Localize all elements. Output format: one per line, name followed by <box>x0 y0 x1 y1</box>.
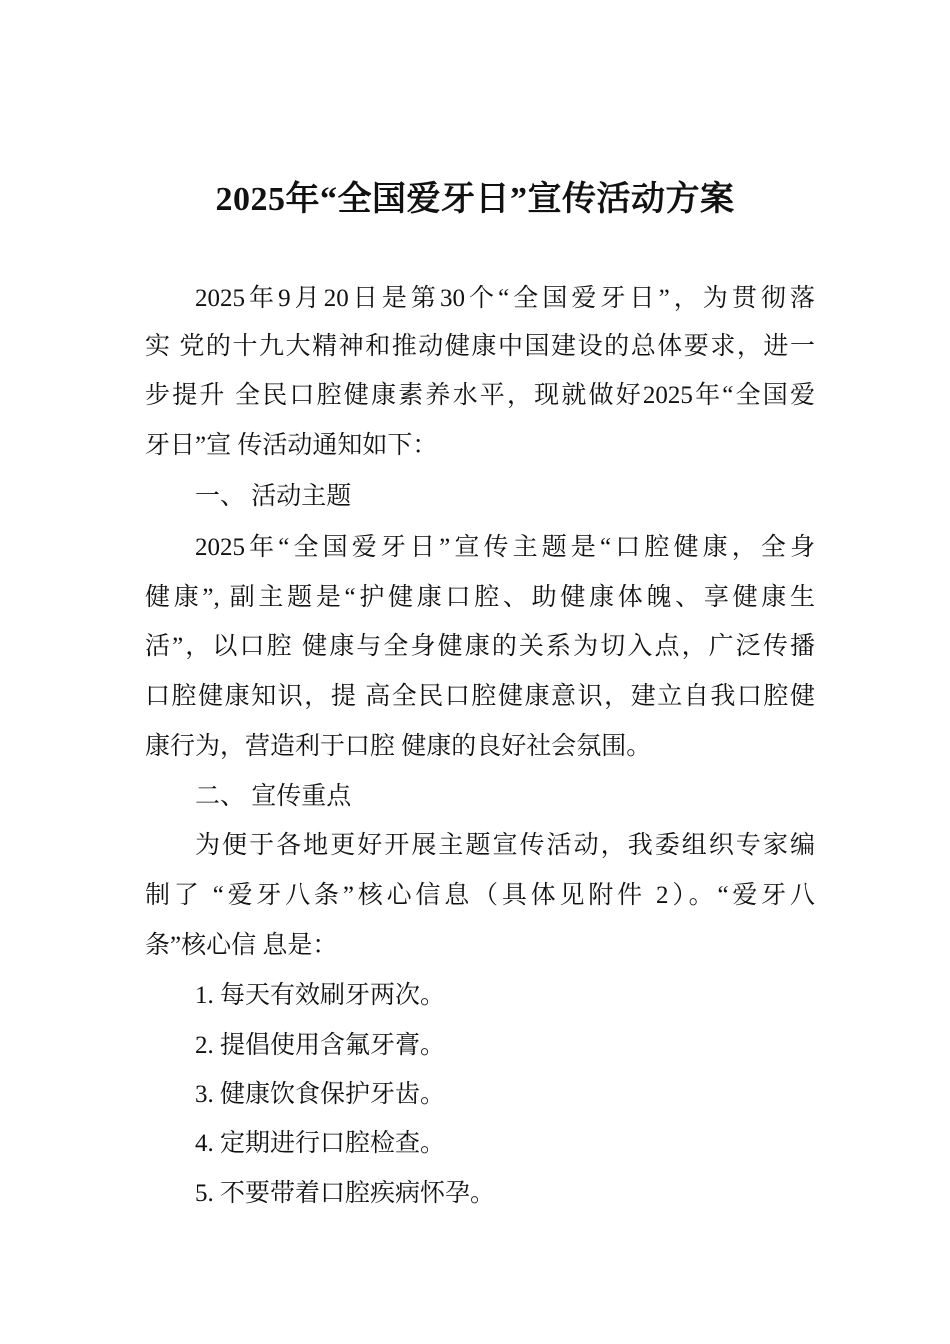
theme-line-4: 口腔健康知识，提 高全民口腔健康意识，建立自我口腔健 <box>145 683 815 710</box>
list-item: 4. 定期进行口腔检查。 <box>195 1130 446 1157</box>
list-item: 1. 每天有效刷牙两次。 <box>195 982 446 1009</box>
intro-line-3: 步提升 全民口腔健康素养水平，现就做好2025年“全国爱 <box>145 382 815 409</box>
list-item: 3. 健康饮食保护牙齿。 <box>195 1081 446 1108</box>
focus-line-3: 条”核心信 息是： <box>145 932 338 959</box>
intro-line-1: 2025年9月20日是第30个“全国爱牙日”，为贯彻落 <box>195 285 815 312</box>
theme-line-1: 2025年“全国爱牙日”宣传主题是“口腔健康，全身 <box>195 534 815 561</box>
intro-line-4: 牙日”宣 传活动通知如下： <box>145 432 438 459</box>
focus-line-1: 为便于各地更好开展主题宣传活动，我委组织专家编 <box>195 832 815 859</box>
focus-line-2: 制了 “爱牙八条”核心信息（具体见附件 2）。“爱牙八 <box>145 882 815 909</box>
intro-line-2: 实 党的十九大精神和推动健康中国建设的总体要求，进一 <box>145 333 815 360</box>
section-2-heading: 二、 宣传重点 <box>195 783 352 810</box>
theme-line-2: 健康”, 副主题是“护健康口腔、助健康体魄、享健康生 <box>145 584 815 611</box>
list-item: 2. 提倡使用含氟牙膏。 <box>195 1032 446 1059</box>
section-1-heading: 一、 活动主题 <box>195 483 352 510</box>
theme-line-3: 活”，以口腔 健康与全身健康的关系为切入点，广泛传播 <box>145 633 815 660</box>
theme-line-5: 康行为，营造利于口腔 健康的良好社会氛围。 <box>145 733 652 760</box>
list-item: 5. 不要带着口腔疾病怀孕。 <box>195 1180 496 1207</box>
document-title: 2025年“全国爱牙日”宣传活动方案 <box>215 181 735 218</box>
